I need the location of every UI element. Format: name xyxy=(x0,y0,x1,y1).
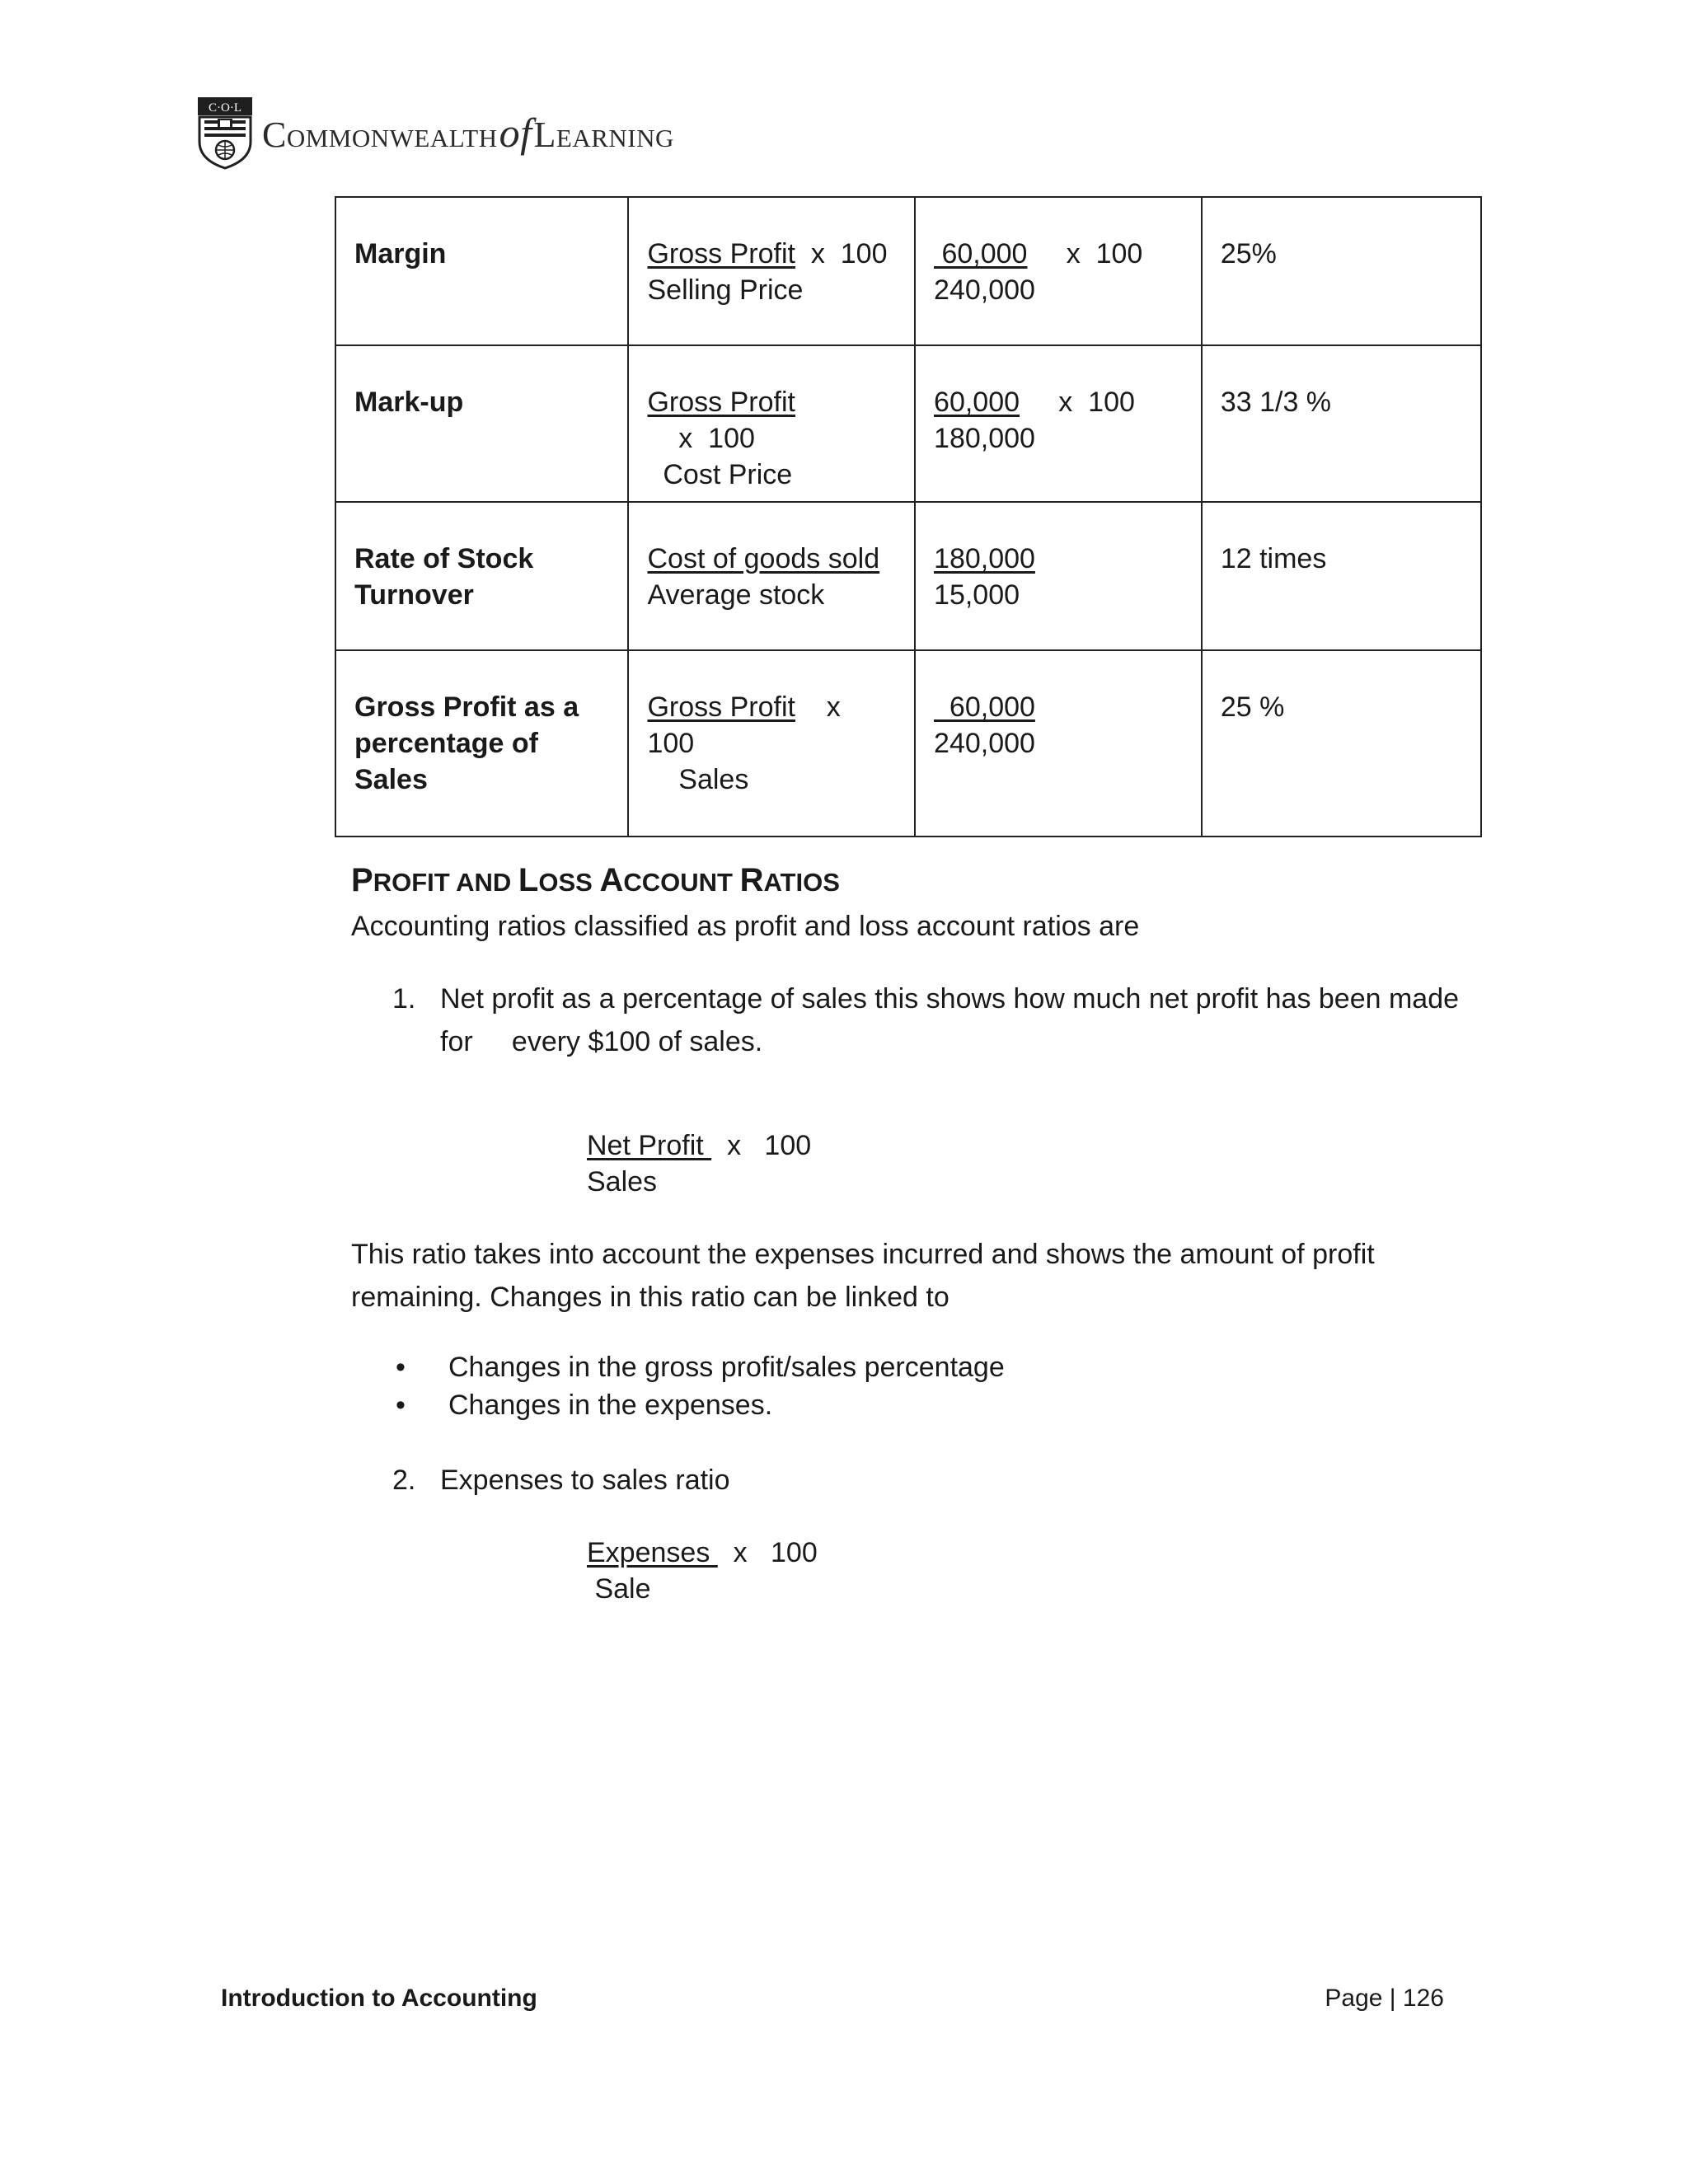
list-number: 1. xyxy=(392,983,416,1015)
list-item-text: Expenses to sales ratio xyxy=(440,1465,730,1496)
metric-cell: Margin xyxy=(335,197,628,345)
ratio-table xyxy=(335,196,1482,837)
logo-badge: C·O·L xyxy=(209,101,241,115)
metric-cell: Rate of Stock Turnover xyxy=(335,502,628,650)
formula-cell: Cost of goods sold Average stock xyxy=(628,502,915,650)
table-row xyxy=(335,650,1481,837)
result-cell: 25% xyxy=(1202,197,1481,345)
formula-cell: Gross Profit x 100 Sales xyxy=(628,650,915,837)
list-item: • Changes in the expenses. xyxy=(396,1390,773,1421)
result-cell: 12 times xyxy=(1202,502,1481,650)
list-item-text: for every $100 of sales. xyxy=(440,1026,763,1057)
list-number: 2. xyxy=(392,1465,416,1496)
example-cell: 60,000 x 100 240,000 xyxy=(915,197,1202,345)
paragraph-text: remaining. Changes in this ratio can be linked to xyxy=(351,1282,950,1313)
table-row xyxy=(335,197,1481,345)
metric-cell: Mark-up xyxy=(335,345,628,502)
table-row xyxy=(335,345,1481,502)
list-item: • Changes in the gross profit/sales percentage xyxy=(396,1352,1005,1383)
footer-title: Introduction to Accounting xyxy=(221,1985,537,2012)
table-row xyxy=(335,502,1481,650)
page-number: Page | 126 xyxy=(1325,1985,1444,2012)
net-profit-formula: Net Profit x 100 Sales xyxy=(587,1130,812,1197)
formula-cell: Gross Profit x 100 Cost Price xyxy=(628,345,915,502)
result-cell: 25 % xyxy=(1202,650,1481,837)
result-cell: 33 1/3 % xyxy=(1202,345,1481,502)
formula-cell: Gross Profit x 100 Selling Price xyxy=(628,197,915,345)
section-heading: PROFIT AND LOSS ACCOUNT RATIOS xyxy=(351,862,840,898)
shield-crest-icon xyxy=(196,96,254,170)
logo-wordmark: CommonwealthofLearning xyxy=(262,110,674,156)
col-logo xyxy=(196,96,674,170)
paragraph-text: This ratio takes into account the expenses incurred and shows the amount of profit xyxy=(351,1239,1375,1270)
example-cell: 60,000 x 100 180,000 xyxy=(915,345,1202,502)
example-cell: 60,000 240,000 xyxy=(915,650,1202,837)
expenses-formula: Expenses x 100 Sale xyxy=(587,1537,818,1605)
metric-cell: Gross Profit as a percentage of Sales xyxy=(335,650,628,837)
intro-text: Accounting ratios classified as profit and loss account ratios are xyxy=(351,911,1140,942)
list-item-text: Net profit as a percentage of sales this shows how much net profit has been made xyxy=(440,983,1460,1015)
example-cell: 180,000 15,000 xyxy=(915,502,1202,650)
